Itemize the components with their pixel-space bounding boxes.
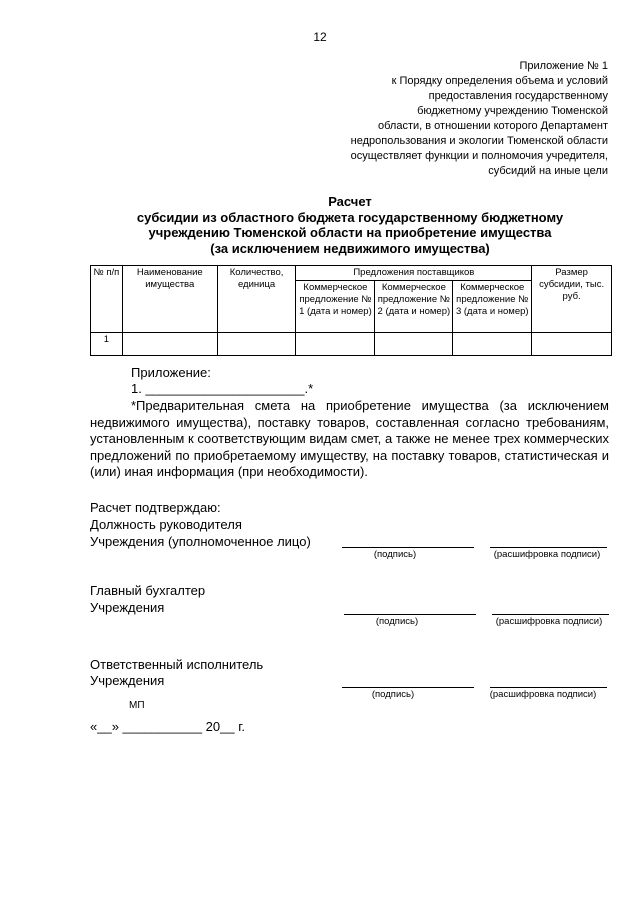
row-cell [122,333,217,356]
seal-mark: МП [129,700,145,711]
header-offer-1: Коммерческое предложение № 1 (дата и номер) [296,281,375,333]
appendix-line: Приложение № 1 [519,60,608,72]
header-qty: Количество, единица [217,266,296,333]
executor-decoding-caption: (расшифровка подписи) [489,689,597,700]
row-cell [375,333,453,356]
table-row [91,333,612,356]
head-decoding-line [490,547,607,548]
head-signature-caption: (подпись) [373,549,417,560]
executor-institution-label: Учреждения [90,673,165,688]
title-line: Расчет [328,194,372,209]
appendix-line: к Порядку определения объема и условий [391,75,608,87]
row-num: 1 [91,333,123,356]
executor-signature-caption: (подпись) [371,689,415,700]
executor-signature-line [342,687,474,688]
header-num: № п/п [91,266,123,333]
title-line: субсидии из областного бюджета государственному бюджетному [136,209,564,225]
title-line: учреждению Тюменской области на приобретение имущества [148,225,552,240]
head-signature-line [342,547,474,548]
accountant-label: Главный бухгалтер [90,583,206,598]
document-title [60,194,640,256]
accountant-decoding-caption: (расшифровка подписи) [495,616,603,627]
executor-label: Ответственный исполнитель [90,657,264,672]
appendix-header [288,59,608,179]
header-offer-2: Коммерческое предложение № 2 (дата и номер) [375,281,453,333]
header-offers: Предложения поставщиков [296,266,532,281]
accountant-decoding-line [492,614,609,615]
executor-decoding-line [490,687,607,688]
page-number: 12 [313,30,327,44]
head-decoding-caption: (расшифровка подписи) [493,549,601,560]
appendix-line: осуществляет функции и полномочия учредителя, [350,150,608,162]
head-institution-label: Учреждения (уполномоченное лицо) [90,534,311,549]
appendix-line: субсидий на иные цели [488,165,608,177]
attachment-heading: Приложение: [131,365,211,380]
subsidy-table [90,265,612,356]
title-line: (за исключением недвижимого имущества) [210,240,490,256]
header-offer-3: Коммерческое предложение № 3 (дата и номер) [453,281,532,333]
appendix-line: предоставления государственному [428,90,608,102]
row-cell [296,333,375,356]
date-line: «__» ___________ 20__ г. [90,719,245,734]
accountant-signature-caption: (подпись) [375,616,419,627]
header-name: Наименование имущества [122,266,217,333]
accountant-institution-label: Учреждения [90,600,165,615]
appendix-line: недропользования и экологии Тюменской области [350,135,608,147]
row-cell [453,333,532,356]
appendix-line: области, в отношении которого Департамент [378,120,608,132]
header-size: Размер субсидии, тыс. руб. [532,266,612,333]
row-cell [217,333,296,356]
footnote-text: недвижимого имущества), поставку товаров, составленная согласно требованиям, установленным к соответствующим видам смет, а также не менее трех коммерческих предложений по приобретаемому имуществу, на поставку товаров, статистическая и (или) иная информация (при необходимости). [90,414,609,479]
row-cell [532,333,612,356]
footnote-first-line: *Предварительная смета на приобретение имущества (за исключением [131,398,609,413]
head-position-label: Должность руководителя [90,517,242,532]
confirm-label: Расчет подтверждаю: [90,500,221,515]
accountant-signature-line [344,614,476,615]
attachment-item: 1. ______________________.* [131,381,314,396]
appendix-line: бюджетному учреждению Тюменской [417,105,608,117]
